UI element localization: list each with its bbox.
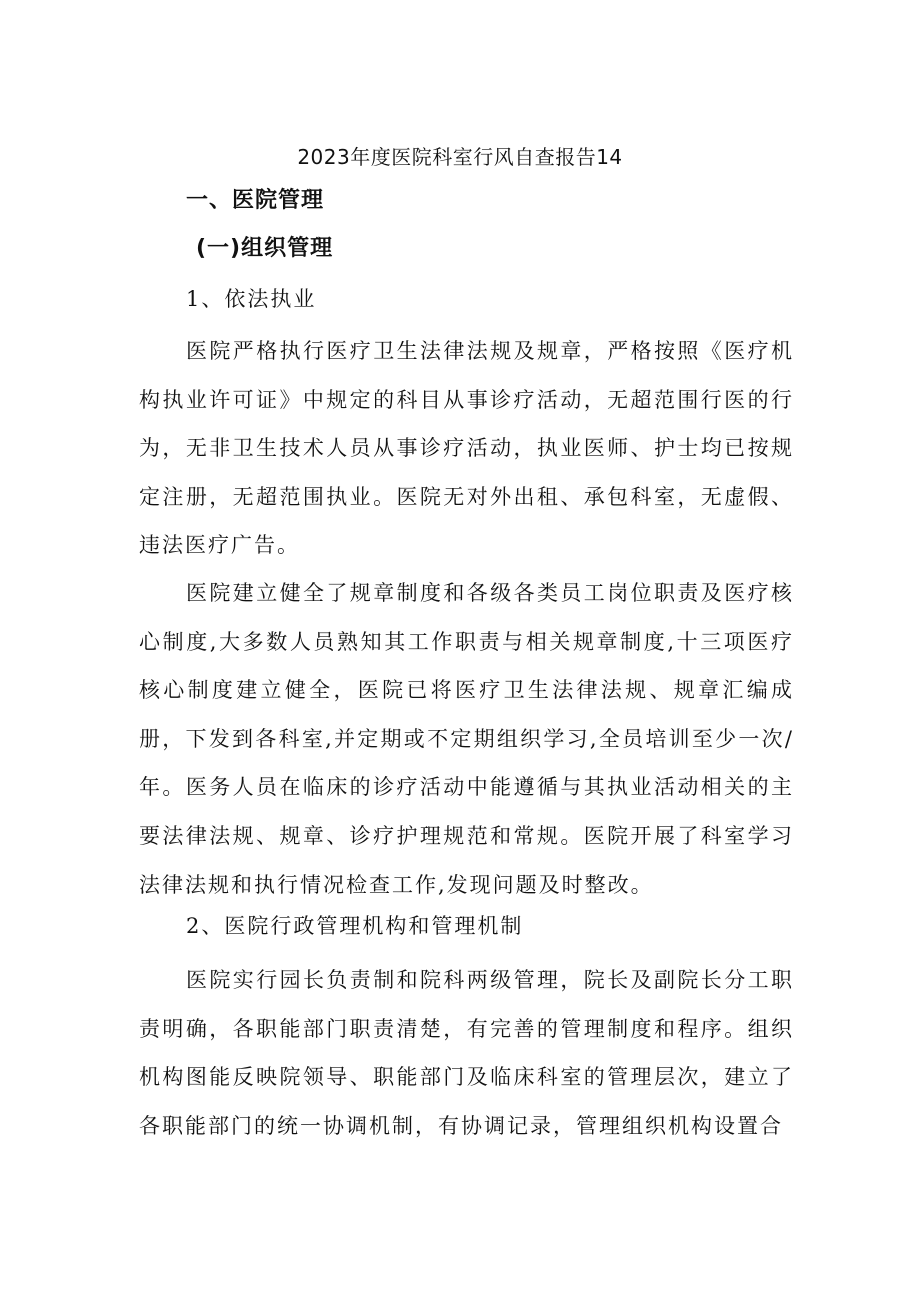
subsection-heading: (一)组织管理 xyxy=(196,236,334,261)
document-title: 2023年度医院科室行风自查报告14 xyxy=(297,145,623,169)
paragraph-admin-structure: 医院实行园长负责制和院科两级管理，院长及副院长分工职责明确，各职能部门职责清楚，有完善的管理制度和程序。组织机构图能反映院领导、职能部门及临床科室的管理层次，建立了各职能部门的统一协调机制，有协调记录，管理组织机构设置合 xyxy=(139,968,794,1138)
paragraph-legal-practice: 医院严格执行医疗卫生法律法规及规章，严格按照《医疗机构执业许可证》中规定的科目从事诊疗活动，无超范围行医的行为，无非卫生技术人员从事诊疗活动，执业医师、护士均已按规定注册，无超范围执业。医院无对外出租、承包科室，无虚假、违法医疗广告。 xyxy=(139,339,794,558)
item-heading-legal-practice: 1、依法执业 xyxy=(186,287,317,311)
paragraph-rules-system: 医院建立健全了规章制度和各级各类员工岗位职责及医疗核心制度,大多数人员熟知其工作职责与相关规章制度,十三项医疗核心制度建立健全，医院已将医疗卫生法律法规、规章汇编成册，下发到各科室,并定期或不定期组织学习,全员培训至少一次/年。医务人员在临床的诊疗活动中能遵循与其执业活动相关的主要法律法规、规章、诊疗护理规范和常规。医院开展了科室学习法律法规和执行情况检查工作,发现问题及时整改。 xyxy=(139,581,794,897)
section-heading: 一、医院管理 xyxy=(186,188,325,213)
item-heading-admin-structure: 2、医院行政管理机构和管理机制 xyxy=(186,914,524,938)
